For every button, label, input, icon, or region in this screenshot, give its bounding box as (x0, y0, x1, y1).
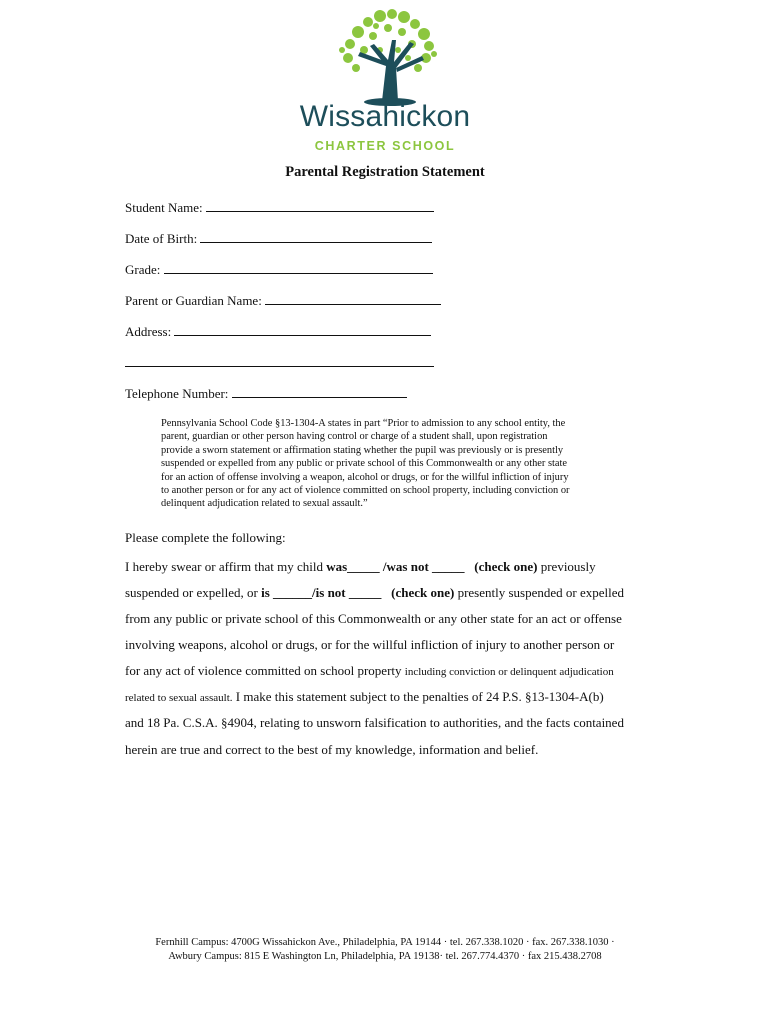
grade-field (125, 262, 433, 278)
address-line-2[interactable] (125, 355, 434, 367)
quote-line: provide a sworn statement or affirmation stating whether the pupil was previously or is presently (161, 444, 564, 456)
statement-line-4: involving weapons, alcohol or drugs, or for the willful infliction of injury to another person or (125, 637, 615, 652)
page-title: Parental Registration Statement (285, 164, 485, 180)
address-line-2-field (125, 355, 434, 371)
parent-name-label: Parent or Guardian Name: (125, 293, 262, 308)
quote-line: for an action of offense involving a weapon, alcohol or drugs, or for the willful infliction of injury (161, 471, 569, 483)
date-of-birth-field (125, 231, 432, 247)
address-line-1[interactable] (174, 324, 431, 336)
parent-name-line[interactable] (265, 293, 441, 305)
grade-label: Grade: (125, 262, 161, 277)
date-of-birth-line[interactable] (200, 231, 432, 243)
statement-line-1 (125, 559, 596, 575)
is-is-not-choice[interactable]: is ______/is not _____ (261, 585, 382, 600)
statement-line-2 (125, 585, 624, 601)
school-subtitle: CHARTER SCHOOL (314, 139, 456, 153)
school-name: Wissahickon (299, 100, 471, 133)
instruction-text: Please complete the following: (125, 530, 286, 545)
parent-name-field (125, 293, 441, 309)
statement-text: previously (537, 559, 596, 574)
footer-fernhill-campus: Fernhill Campus: 4700G Wissahickon Ave., Philadelphia, PA 19144 · tel. 267.338.1020 · fax. 267.338.1030 · (155, 937, 615, 948)
telephone-line[interactable] (232, 386, 407, 398)
student-name-field (125, 200, 434, 216)
statement-line-5 (125, 663, 614, 679)
statement-text: suspended or expelled, or (125, 585, 262, 600)
statement-text: I make this statement subject to the penalties of 24 P.S. §13-1304-A(b) (232, 689, 604, 704)
telephone-label: Telephone Number: (125, 386, 229, 401)
quote-line: delinquent adjudication related to sexual assault.” (161, 498, 368, 510)
statement-text: related to sexual assault. (125, 692, 233, 704)
student-name-line[interactable] (206, 200, 434, 212)
statement-text: presently suspended or expelled (454, 585, 624, 600)
statement-text: I hereby swear or affirm that my child (125, 559, 327, 574)
footer-awbury-campus: Awbury Campus: 815 E Washington Ln, Philadelphia, PA 19138· tel. 267.774.4370 · fax 215.438.2708 (168, 951, 602, 962)
statement-text: including conviction or delinquent adjudication (404, 666, 614, 678)
statement-line-3: from any public or private school of this Commonwealth or any other state for an act or offense (125, 611, 622, 626)
check-one-label: (check one) (391, 585, 455, 600)
address-label: Address: (125, 324, 172, 339)
student-name-label: Student Name: (125, 200, 203, 215)
school-code-quote (161, 417, 613, 511)
quote-line: to another person or for any act of violence committed on school property, including conviction or (161, 485, 570, 497)
grade-line[interactable] (164, 262, 433, 274)
statement-line-8: herein are true and correct to the best of my knowledge, information and belief. (125, 742, 539, 757)
statement-text: for any act of violence committed on school property (125, 663, 405, 678)
quote-line: Pennsylvania School Code §13-1304-A states in part “Prior to admission to any school entity, the (161, 418, 566, 429)
date-of-birth-label: Date of Birth: (125, 231, 198, 246)
tree-icon (288, 6, 488, 106)
telephone-field (125, 386, 407, 402)
quote-line: suspended or expelled from any public or private school of this Commonwealth or any other state (161, 458, 568, 470)
was-was-not-choice[interactable]: was_____ /was not _____ (326, 559, 465, 574)
statement-line-6 (125, 689, 604, 705)
quote-line: parent, guardian or other person having control or charge of a student shall, upon registration (161, 431, 548, 443)
address-field (125, 324, 431, 340)
check-one-label: (check one) (474, 559, 538, 574)
statement-line-7: and 18 Pa. C.S.A. §4904, relating to unsworn falsification to authorities, and the facts contained (125, 715, 624, 730)
